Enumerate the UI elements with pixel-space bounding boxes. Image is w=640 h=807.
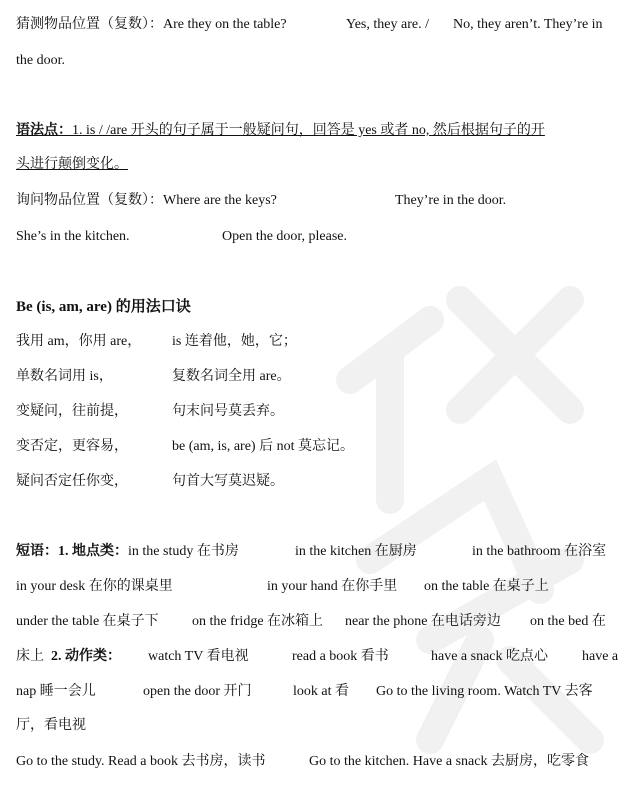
action-snack: have a snack 吃点心 bbox=[431, 649, 549, 664]
phrase-study: in the study 在书房 bbox=[128, 544, 239, 559]
action-living-room-continued: 厅，看电视 bbox=[16, 718, 86, 733]
phrase-bed-continued: 床上 bbox=[16, 649, 44, 664]
rhyme-right-4: be (am, is, are) 后 not 莫忘记。 bbox=[172, 439, 354, 454]
rhyme-left-3: 变疑问，往前提， bbox=[16, 404, 128, 419]
action-kitchen-sentence: Go to the kitchen. Have a snack 去厨房，吃零食 bbox=[309, 754, 589, 769]
phrase-phone: near the phone 在电话旁边 bbox=[345, 614, 501, 629]
plural-guess-continued: the door. bbox=[16, 53, 65, 68]
grammar-body-1: 1. is / /are 开头的句子属于一般疑问句，回答是 yes 或者 no, 然后根据句子的开 bbox=[72, 123, 545, 138]
plural-guess-no: No, they aren’t. They’re in bbox=[453, 17, 603, 32]
phrase-bathroom: in the bathroom 在浴室 bbox=[472, 544, 607, 559]
grammar-line-1 bbox=[16, 121, 545, 141]
plural-guess-yes: Yes, they are. / bbox=[346, 17, 429, 32]
rhyme-left-2: 单数名词用 is， bbox=[16, 369, 113, 384]
action-nap: nap 睡一会儿 bbox=[16, 684, 96, 699]
action-label: 2. 动作类： bbox=[51, 649, 121, 664]
rhyme-left-5: 疑问否定任你变， bbox=[16, 474, 128, 489]
rhyme-right-5: 句首大写莫迟疑。 bbox=[172, 474, 284, 489]
phrases-line-4 bbox=[16, 647, 121, 667]
ask-plural-line bbox=[16, 191, 277, 211]
phrases-line-1 bbox=[16, 542, 239, 562]
open-door-sentence: Open the door, please. bbox=[222, 229, 348, 244]
plural-guess-label: 猜测物品位置（复数）： bbox=[16, 17, 163, 32]
phrase-bed: on the bed 在 bbox=[530, 614, 606, 629]
grammar-label: 语法点： bbox=[16, 123, 72, 138]
watermark bbox=[310, 260, 630, 780]
ask-plural-answer: They’re in the door. bbox=[395, 193, 507, 208]
phrase-under-table: under the table 在桌子下 bbox=[16, 614, 159, 629]
action-watch-tv: watch TV 看电视 bbox=[148, 649, 249, 664]
action-look-at: look at 看 bbox=[293, 684, 349, 699]
phrase-desk: in your desk 在你的课桌里 bbox=[16, 579, 173, 594]
rhyme-right-3: 句末问号莫丢弃。 bbox=[172, 404, 284, 419]
rhyme-left-1: 我用 am，你用 are， bbox=[16, 334, 142, 349]
plural-guess-question: Are they on the table? bbox=[163, 17, 287, 32]
grammar-body-2: 头进行颠倒变化。 bbox=[16, 157, 128, 172]
action-study-sentence: Go to the study. Read a book 去书房，读书 bbox=[16, 754, 266, 769]
kitchen-sentence: She’s in the kitchen. bbox=[16, 229, 130, 244]
phrase-on-table: on the table 在桌子上 bbox=[424, 579, 549, 594]
action-read-book: read a book 看书 bbox=[292, 649, 389, 664]
be-rhyme-title: Be (is, am, are) 的用法口诀 bbox=[16, 299, 191, 315]
phrase-kitchen: in the kitchen 在厨房 bbox=[295, 544, 417, 559]
line-plural-guess bbox=[16, 15, 287, 35]
phrase-fridge: on the fridge 在冰箱上 bbox=[192, 614, 324, 629]
ask-plural-label: 询问物品位置（复数）： bbox=[16, 193, 163, 208]
phrases-label: 短语： bbox=[16, 544, 58, 559]
place-label: 1. 地点类： bbox=[58, 544, 128, 559]
phrase-hand: in your hand 在你手里 bbox=[267, 579, 398, 594]
ask-plural-question: Where are the keys? bbox=[163, 193, 277, 208]
rhyme-left-4: 变否定，更容易， bbox=[16, 439, 128, 454]
action-living-room: Go to the living room. Watch TV 去客 bbox=[376, 684, 593, 699]
action-nap-start: have a bbox=[582, 649, 619, 664]
rhyme-right-1: is 连着他，她，它； bbox=[172, 334, 297, 349]
action-open-door: open the door 开门 bbox=[143, 684, 252, 699]
rhyme-right-2: 复数名词全用 are。 bbox=[172, 369, 291, 384]
